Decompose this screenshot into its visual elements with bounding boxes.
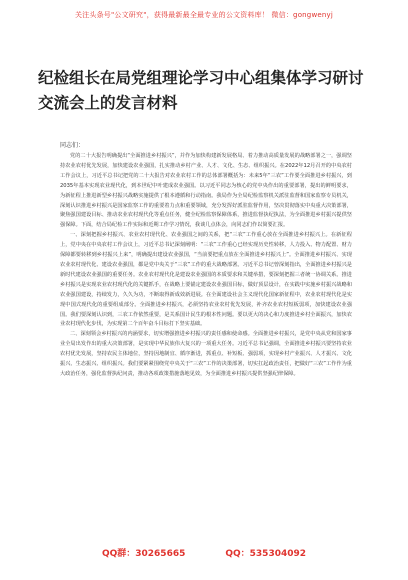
salutation: 同志们： <box>60 142 85 149</box>
promo-banner <box>0 0 408 38</box>
paragraph: 二、深刻领会乡村振兴的内涵要求，切实增强推进乡村振兴的责任感和使命感。全面推进乡村振兴，是党中央从党和国家事业全局出发作出的重大决策部署，是实现中华民族伟大复兴的一项重大任务。习近平总书记强调，全面推进乡村振兴要坚持农业农村优先发展，坚持农民主体地位，坚持因地制宜、循序渐进，抓重点、补短板、强弱项，实现乡村产业振兴、人才振兴、文化振兴、生态振兴、组织振兴。我们要紧紧围绕党中央关于“三农”工作的决策部署，切实扛起政治责任，把做好“三农”工作作为重大政治任务，强化监督执纪问责，推动各项政策措施落地见效，为全面推进乡村振兴提供坚强纪律保障。 <box>60 331 352 377</box>
contact-footer <box>0 542 408 562</box>
qq-number-text: QQ：535304092 <box>225 548 307 559</box>
document-title: 纪检组长在局党组理论学习中心组集体学习研讨交流会上的发言材料 <box>38 69 364 112</box>
document-body <box>60 152 352 380</box>
promo-banner-text: 关注头条号"公文研究"，获得最新最全最专业的公文资料库！ 微信：gongwenyj <box>74 11 334 19</box>
qq-group-text: QQ群：30265665 <box>101 548 186 559</box>
paragraph: 党的二十大报告明确提出“全面推进乡村振兴”，并作为加快构建新发展格局、着力推动高质量发展的战略部署之一，强调坚持农业农村优先发展，加快建设农业强国，扎实推动乡村产业、人才、文化、生态、组织振兴。在2022年12月召开的中央农村工作会议上，习近平总书记把党的二十大报告对农业农村工作的总体部署概括为：未来5年“三农”工作要全面推进乡村振兴，到2035年基本实现农业现代化，到本世纪中叶建成农业强国。以习近平同志为核心的党中央作出的重要部署，提出的鲜明要求，为新征程上推进新型乡村振兴战略实施提供了根本遵循和行动指南。我局作为全局纪检监察机关派驻监督和国家监察专员机关，深刻认识推进乡村振兴是国家监察工作的重要着力点和重要领域，充分发挥好派驻监督作用，坚决贯彻落实中央重大决策部署，聚焦强国建设目标、推动农业农村现代化等重点任务，健全纪检监察保障体系，推进监督执纪执法，为全面推进乡村振兴提供坚强保障。下面，结合局纪检工作实际和近期工作学习情况，我谈几点体会，向同志们作以简要汇报。 <box>60 153 352 229</box>
paragraph: 一、深刻把握乡村振兴、农业农村现代化、农业强国之间的关系，把“三农”工作重心放在全面推进乡村振兴上。在新征程上，党中央在中央农村工作会议上，习近平总书记深刻阐明：“三农”工作重心已经实现历史性转移，人力投入、物力配置、财力保障都要转移到乡村振兴上来”，明确提出建设农业强国，“当前要把重点放在全面推进乡村振兴上”。全面推进乡村振兴、实现农业农村现代化、建设农业强国，都是党中央关于“三农”工作的重大战略部署。习近平总书记曾深刻指出，全面推进乡村振兴是新时代建设农业强国的重要任务。农业农村现代化是建设农业强国的本质要求和关键举措，要深刻把握三者统一协调关系。推进乡村振兴是实现农业农村现代化的关键抓手，在战略上要锚定建设农业强国目标，做好顶层设计，在实践中实施乡村振兴战略和农业强国建设，持续发力，久久为功，不断取得新成效新进展。在全面建设社会主义现代化国家新征程中，农业农村现代化是实现中国式现代化的重要组成部分。全面推进乡村振兴，必须坚持农业农村优先发展，补齐农业农村短板弱项，加快建设农业强国。我们要深刻认识到，三农工作依然重要，是关系国计民生的根本性问题。要以更大的决心和力度推进乡村全面振兴，加快农业农村现代化步伐，为实现第二个百年奋斗目标打下坚实基础。 <box>60 232 352 328</box>
